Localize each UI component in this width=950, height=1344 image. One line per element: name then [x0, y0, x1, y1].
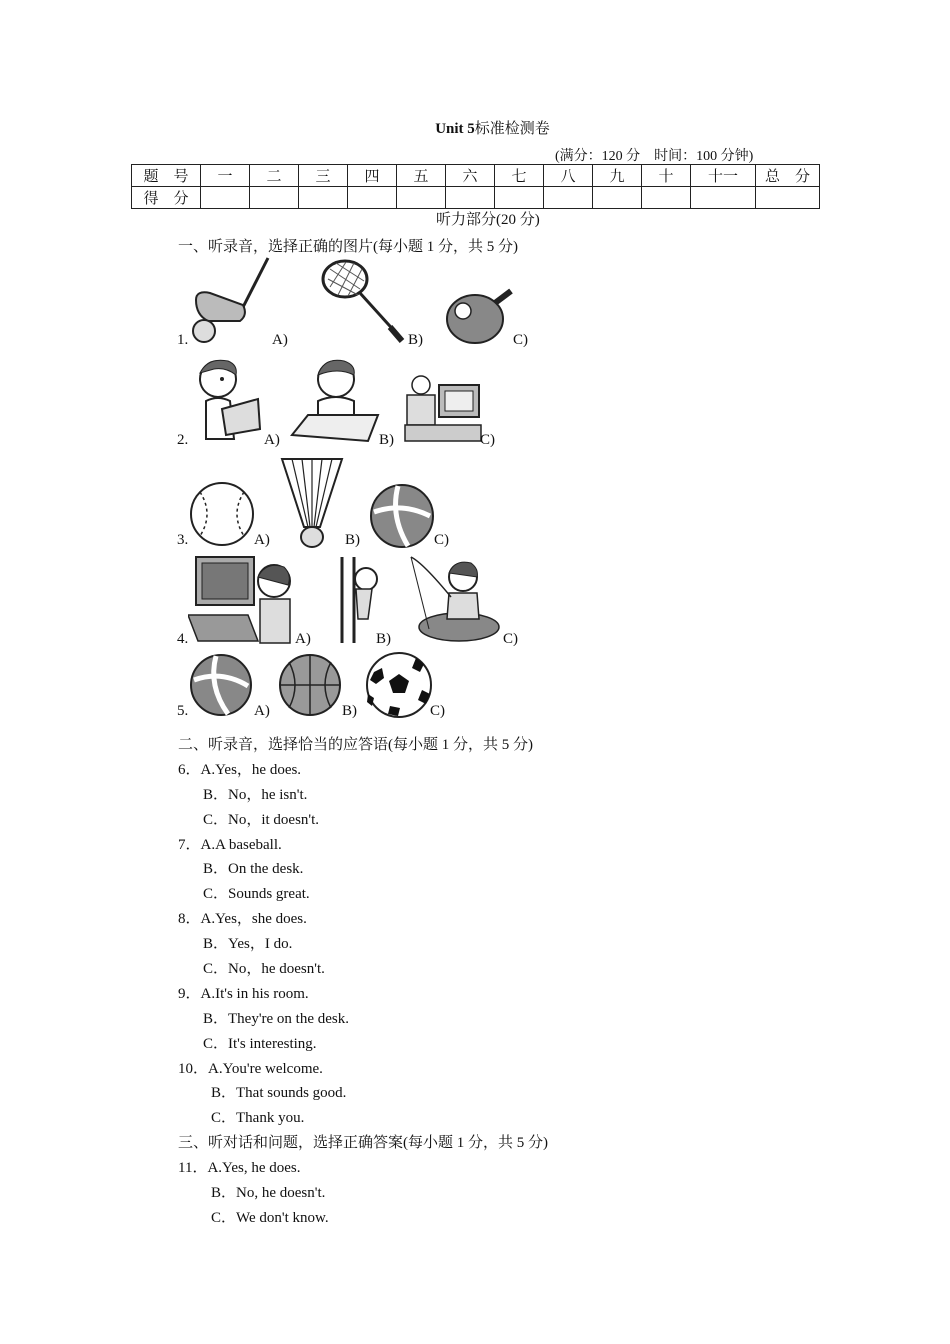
score-cell: 得 分: [132, 187, 201, 209]
score-cell: 二: [250, 165, 299, 187]
score-cell: 三: [299, 165, 348, 187]
answer-option: C．Sounds great.: [203, 886, 310, 902]
answer-option: 9．A.It's in his room.: [178, 986, 309, 1002]
score-input-cell: [348, 187, 397, 209]
answer-option: B．They're on the desk.: [203, 1011, 350, 1027]
score-cell: 十一: [691, 165, 756, 187]
title-unit: Unit 5: [435, 121, 475, 137]
score-table: [131, 164, 820, 209]
score-cell: 七: [495, 165, 544, 187]
soccer-ball-icon: [364, 650, 434, 720]
ping-pong-paddle-icon: [443, 285, 515, 347]
answer-option: C．No，he doesn't.: [203, 961, 325, 977]
option-label: C): [480, 432, 495, 448]
option-label: C): [434, 532, 449, 548]
climbing-pole-icon: [328, 555, 380, 645]
golf-club-icon: [188, 255, 273, 345]
option-label: A): [254, 532, 270, 548]
score-cell: 六: [446, 165, 495, 187]
option-label: C): [503, 631, 518, 647]
listening-header: 听力部分(20 分): [436, 212, 540, 228]
answer-option: B．No, he doesn't.: [211, 1185, 326, 1201]
option-label: B): [376, 631, 391, 647]
option-label: A): [295, 631, 311, 647]
score-input-cell: [201, 187, 250, 209]
answer-option: 7．A.A baseball.: [178, 837, 282, 853]
option-label: A): [254, 703, 270, 719]
score-input-cell: [446, 187, 495, 209]
volleyball-icon: [188, 652, 254, 718]
question-number: 3.: [177, 532, 189, 548]
answer-option: B．That sounds good.: [211, 1085, 347, 1101]
score-input-cell: [756, 187, 820, 209]
score-table-score-row: [132, 187, 820, 209]
score-cell: 五: [397, 165, 446, 187]
answer-option: B．On the desk.: [203, 861, 304, 877]
part3-title: 三、听对话和问题，选择正确答案(每小题 1 分，共 5 分): [178, 1135, 548, 1151]
answer-option: 8．A.Yes，she does.: [178, 911, 307, 927]
answer-option: 6．A.Yes，he does.: [178, 762, 302, 778]
question-number: 2.: [177, 432, 189, 448]
option-label: B): [408, 332, 423, 348]
boy-reading-icon: [188, 355, 264, 445]
option-label: C): [513, 332, 528, 348]
watching-tv-icon: [403, 355, 483, 445]
question-number: 5.: [177, 703, 189, 719]
answer-option: 11．A.Yes, he does.: [178, 1160, 301, 1176]
score-input-cell: [691, 187, 756, 209]
option-label: C): [430, 703, 445, 719]
answer-option: C．We don't know.: [211, 1210, 329, 1226]
question-number: 1.: [177, 332, 189, 348]
shuttlecock-icon: [278, 455, 346, 549]
option-label: B): [379, 432, 394, 448]
score-input-cell: [250, 187, 299, 209]
page-title: [0, 117, 950, 138]
badminton-racket-icon: [318, 255, 408, 347]
option-label: B): [345, 532, 360, 548]
option-label: A): [264, 432, 280, 448]
score-input-cell: [593, 187, 642, 209]
score-cell: 四: [348, 165, 397, 187]
part2-title: 二、听录音，选择恰当的应答语(每小题 1 分，共 5 分): [178, 737, 533, 753]
score-input-cell: [495, 187, 544, 209]
answer-option: 10．A.You're welcome.: [178, 1061, 323, 1077]
answer-option: B．No，he isn't.: [203, 787, 308, 803]
score-cell: 总 分: [756, 165, 820, 187]
boy-drawing-icon: [288, 353, 380, 445]
answer-option: C．No，it doesn't.: [203, 812, 320, 828]
score-table-header-row: [132, 165, 820, 187]
answer-option: B．Yes，I do.: [203, 936, 293, 952]
score-input-cell: [544, 187, 593, 209]
question-number: 4.: [177, 631, 189, 647]
score-cell: 题 号: [132, 165, 201, 187]
score-input-cell: [299, 187, 348, 209]
volleyball-icon: [368, 482, 436, 550]
boy-at-computer-icon: [188, 555, 298, 647]
part1-title: 一、听录音，选择正确的图片(每小题 1 分，共 5 分): [178, 239, 518, 255]
answer-option: C．It's interesting.: [203, 1036, 317, 1052]
score-cell: 十: [642, 165, 691, 187]
score-input-cell: [642, 187, 691, 209]
answer-option: C．Thank you.: [211, 1110, 305, 1126]
basketball-icon: [277, 652, 343, 718]
title-text: 标准检测卷: [474, 121, 550, 137]
boy-fishing-icon: [403, 553, 501, 645]
score-cell: 九: [593, 165, 642, 187]
option-label: B): [342, 703, 357, 719]
score-cell: 一: [201, 165, 250, 187]
score-input-cell: [397, 187, 446, 209]
score-cell: 八: [544, 165, 593, 187]
baseball-icon: [188, 480, 256, 548]
option-label: A): [272, 332, 288, 348]
exam-meta: (满分：120 分 时间：100 分钟): [555, 149, 754, 164]
